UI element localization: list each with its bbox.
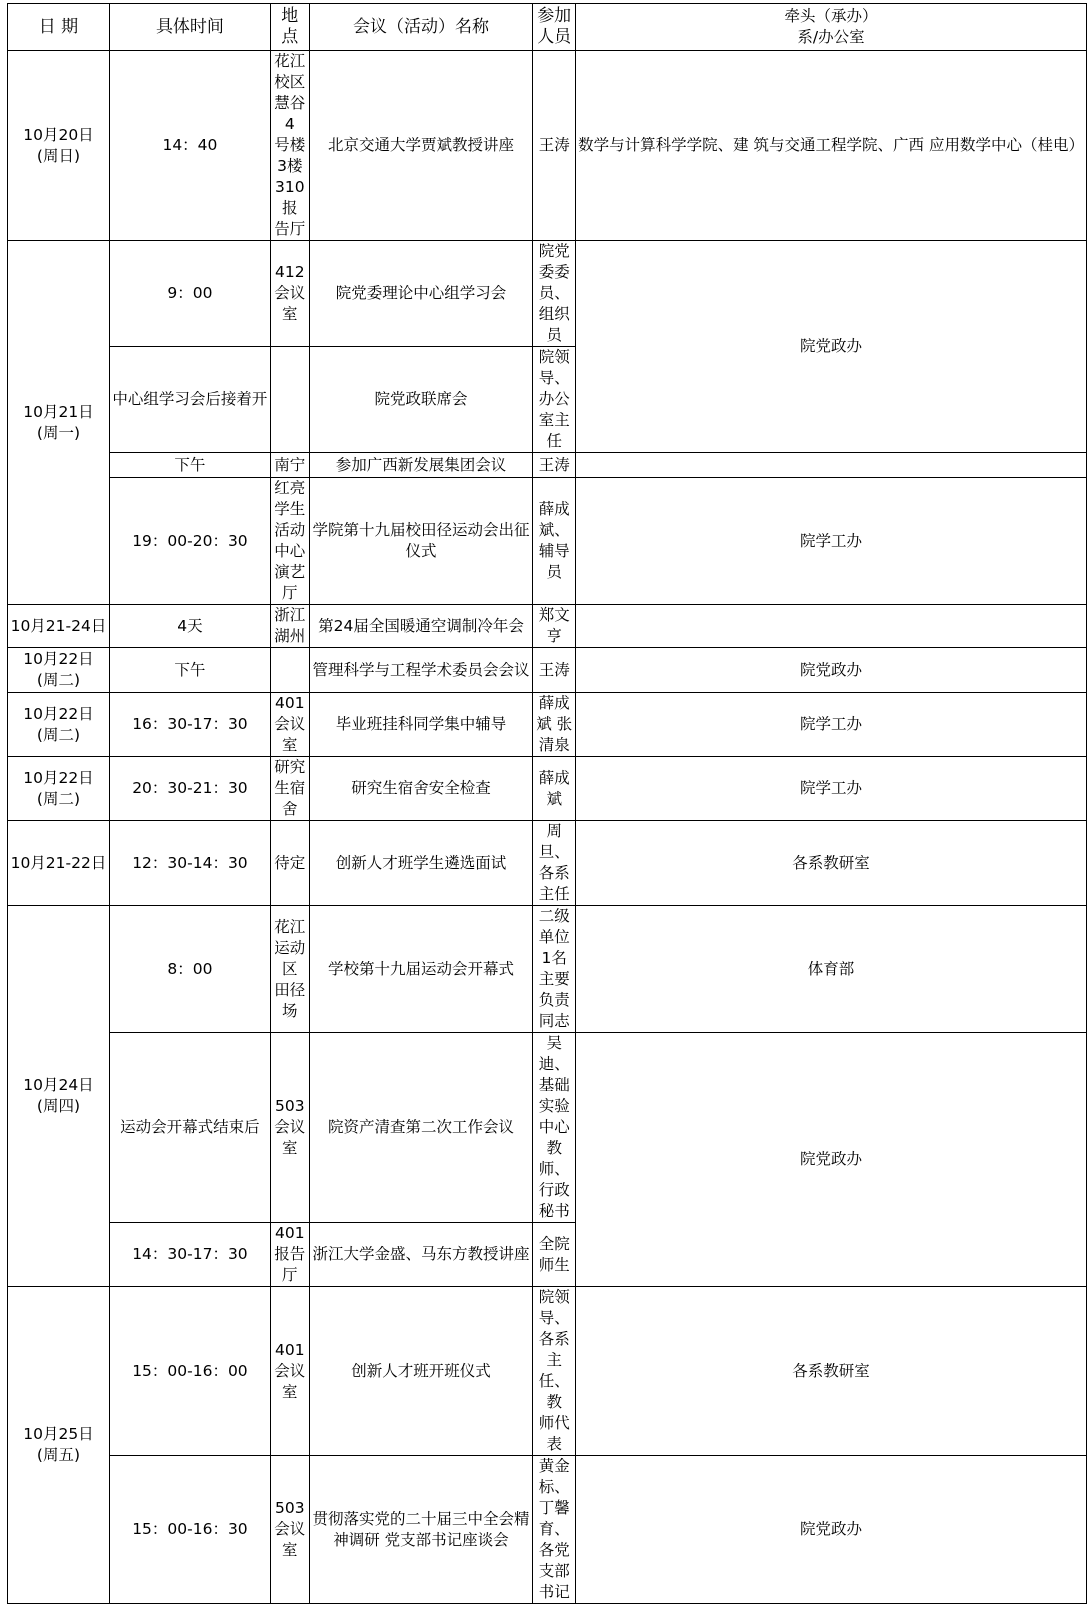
cell-name: 创新人才班学生遴选面试 bbox=[309, 821, 533, 906]
cell-place bbox=[270, 648, 309, 693]
cell-name: 北京交通大学贾斌教授讲座 bbox=[309, 51, 533, 241]
cell-date: 10月21-22日 bbox=[8, 821, 110, 906]
cell-time: 下午 bbox=[109, 648, 270, 693]
cell-time: 14：30-17：30 bbox=[109, 1223, 270, 1287]
cell-host: 院学工办 bbox=[576, 478, 1087, 605]
cell-time: 4天 bbox=[109, 605, 270, 648]
table-row bbox=[8, 1287, 1087, 1456]
table-row bbox=[8, 693, 1087, 757]
cell-time: 20：30-21：30 bbox=[109, 757, 270, 821]
cell-place: 花江运动区 田径场 bbox=[270, 906, 309, 1033]
table-row bbox=[8, 648, 1087, 693]
cell-place: 浙江湖州 bbox=[270, 605, 309, 648]
cell-place: 401会议室 bbox=[270, 1287, 309, 1456]
cell-people: 薛成斌 张清泉 bbox=[533, 693, 576, 757]
cell-people: 院领导、各系主任、教 师代表 bbox=[533, 1287, 576, 1456]
cell-date: 10月25日 (周五) bbox=[8, 1287, 110, 1604]
table-row bbox=[8, 51, 1087, 241]
cell-host: 院党政办 bbox=[576, 1033, 1087, 1287]
table-row bbox=[8, 605, 1087, 648]
cell-people: 王涛 bbox=[533, 453, 576, 478]
cell-time: 8：00 bbox=[109, 906, 270, 1033]
cell-place: 待定 bbox=[270, 821, 309, 906]
cell-name: 创新人才班开班仪式 bbox=[309, 1287, 533, 1456]
cell-name: 第24届全国暖通空调制冷年会 bbox=[309, 605, 533, 648]
cell-people: 王涛 bbox=[533, 648, 576, 693]
cell-place: 花江校区慧谷4 号楼3楼310报 告厅 bbox=[270, 51, 309, 241]
cell-time: 15：00-16：30 bbox=[109, 1456, 270, 1604]
table-row bbox=[8, 241, 1087, 347]
cell-people: 二级单位1名 主要负责同志 bbox=[533, 906, 576, 1033]
cell-time: 9：00 bbox=[109, 241, 270, 347]
header-name: 会议（活动）名称 bbox=[309, 4, 533, 51]
cell-people: 院党委委员、组织员 bbox=[533, 241, 576, 347]
cell-people: 院领导、办公室主任 bbox=[533, 347, 576, 453]
cell-people: 王涛 bbox=[533, 51, 576, 241]
cell-host: 院学工办 bbox=[576, 693, 1087, 757]
cell-date: 10月20日 (周日) bbox=[8, 51, 110, 241]
cell-people: 全院师生 bbox=[533, 1223, 576, 1287]
cell-place: 401报告厅 bbox=[270, 1223, 309, 1287]
cell-host: 各系教研室 bbox=[576, 1287, 1087, 1456]
cell-time: 19：00-20：30 bbox=[109, 478, 270, 605]
cell-time: 12：30-14：30 bbox=[109, 821, 270, 906]
cell-people: 薛成斌 bbox=[533, 757, 576, 821]
header-date: 日 期 bbox=[8, 4, 110, 51]
cell-place bbox=[270, 347, 309, 453]
cell-date: 10月22日 (周二) bbox=[8, 757, 110, 821]
cell-time: 15：00-16：00 bbox=[109, 1287, 270, 1456]
cell-host bbox=[576, 453, 1087, 478]
cell-name: 院资产清查第二次工作会议 bbox=[309, 1033, 533, 1223]
cell-name: 学院第十九届校田径运动会出征 仪式 bbox=[309, 478, 533, 605]
cell-place: 412会议室 bbox=[270, 241, 309, 347]
cell-date: 10月21日 (周一) bbox=[8, 241, 110, 605]
cell-place: 503会议室 bbox=[270, 1456, 309, 1604]
header-place: 地 点 bbox=[270, 4, 309, 51]
cell-name: 管理科学与工程学术委员会会议 bbox=[309, 648, 533, 693]
cell-host: 各系教研室 bbox=[576, 821, 1087, 906]
cell-name: 院党委理论中心组学习会 bbox=[309, 241, 533, 347]
table-row bbox=[8, 453, 1087, 478]
cell-name: 院党政联席会 bbox=[309, 347, 533, 453]
cell-name: 贯彻落实党的二十届三中全会精 神调研 党支部书记座谈会 bbox=[309, 1456, 533, 1604]
header-row bbox=[8, 4, 1087, 51]
cell-host: 数学与计算科学学院、建 筑与交通工程学院、广西 应用数学中心（桂电） bbox=[576, 51, 1087, 241]
cell-place: 南宁 bbox=[270, 453, 309, 478]
cell-people: 周旦、各系主任 bbox=[533, 821, 576, 906]
cell-name: 毕业班挂科同学集中辅导 bbox=[309, 693, 533, 757]
cell-time: 下午 bbox=[109, 453, 270, 478]
header-time: 具体时间 bbox=[109, 4, 270, 51]
table-row bbox=[8, 1033, 1087, 1223]
cell-time: 16：30-17：30 bbox=[109, 693, 270, 757]
cell-place: 503会议室 bbox=[270, 1033, 309, 1223]
cell-date: 10月22日 (周二) bbox=[8, 693, 110, 757]
table-row bbox=[8, 478, 1087, 605]
cell-name: 浙江大学金盛、马东方教授讲座 bbox=[309, 1223, 533, 1287]
cell-place: 401会议室 bbox=[270, 693, 309, 757]
cell-place: 红亮学生活动 中心演艺厅 bbox=[270, 478, 309, 605]
cell-host bbox=[576, 605, 1087, 648]
cell-name: 研究生宿舍安全检查 bbox=[309, 757, 533, 821]
cell-time: 运动会开幕式结束后 bbox=[109, 1033, 270, 1223]
cell-host: 院党政办 bbox=[576, 648, 1087, 693]
cell-name: 参加广西新发展集团会议 bbox=[309, 453, 533, 478]
cell-host: 体育部 bbox=[576, 906, 1087, 1033]
table-row bbox=[8, 757, 1087, 821]
cell-people: 薛成斌、辅导员 bbox=[533, 478, 576, 605]
table-row bbox=[8, 821, 1087, 906]
cell-host: 院党政办 bbox=[576, 1456, 1087, 1604]
cell-date: 10月21-24日 bbox=[8, 605, 110, 648]
cell-people: 黄金标、丁馨育、各党 支部书记 bbox=[533, 1456, 576, 1604]
header-host: 牵头（承办） 系/办公室 bbox=[576, 4, 1087, 51]
cell-time: 中心组学习会后接着开 bbox=[109, 347, 270, 453]
cell-time: 14：40 bbox=[109, 51, 270, 241]
table-row bbox=[8, 906, 1087, 1033]
cell-people: 吴迪、基础实验中心教 师、行政秘书 bbox=[533, 1033, 576, 1223]
cell-date: 10月24日 (周四) bbox=[8, 906, 110, 1287]
schedule-table bbox=[7, 3, 1087, 1604]
header-people: 参加人员 bbox=[533, 4, 576, 51]
cell-people: 郑文亨 bbox=[533, 605, 576, 648]
cell-date: 10月22日 (周二) bbox=[8, 648, 110, 693]
cell-host: 院党政办 bbox=[576, 241, 1087, 453]
table-row bbox=[8, 1456, 1087, 1604]
cell-name: 学校第十九届运动会开幕式 bbox=[309, 906, 533, 1033]
cell-host: 院学工办 bbox=[576, 757, 1087, 821]
cell-place: 研究生宿舍 bbox=[270, 757, 309, 821]
